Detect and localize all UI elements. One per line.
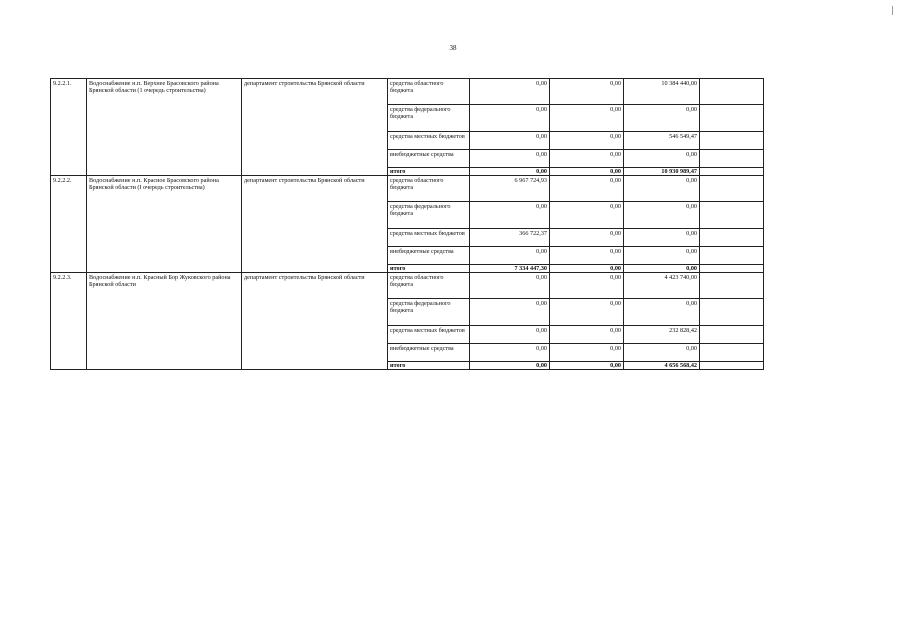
cell-amount: 0,00 (550, 79, 624, 105)
cell-funding-source: средства местных бюджетов (388, 326, 470, 344)
cell-amount: 0,00 (470, 79, 550, 105)
cell-amount: 0,00 (470, 132, 550, 150)
table-row (51, 176, 764, 202)
cell-amount: 6 967 724,93 (470, 176, 550, 202)
cell-funding-source: итого (388, 168, 470, 176)
cell-amount: 0,00 (550, 265, 624, 273)
cell-amount: 0,00 (470, 326, 550, 344)
cell-amount: 0,00 (470, 344, 550, 362)
cell-amount: 0,00 (624, 176, 700, 202)
cell-amount: 0,00 (470, 150, 550, 168)
cell-code: 9.2.2.2. (51, 176, 87, 273)
cell-amount: 0,00 (624, 105, 700, 132)
cell-amount: 0,00 (624, 344, 700, 362)
cell-amount (700, 273, 764, 299)
cell-amount: 0,00 (550, 247, 624, 265)
cell-amount: 0,00 (550, 202, 624, 229)
cell-amount (700, 229, 764, 247)
cell-amount: 0,00 (550, 273, 624, 299)
scan-edge-mark (892, 6, 893, 15)
cell-amount: 0,00 (470, 247, 550, 265)
cell-amount: 0,00 (550, 105, 624, 132)
cell-name: Водоснабжение н.п. Красный Бор Жуковского района Брянской области (87, 273, 242, 370)
cell-amount (700, 176, 764, 202)
cell-amount: 0,00 (550, 150, 624, 168)
cell-executor: департамент строительства Брянской области (242, 273, 388, 370)
cell-amount: 0,00 (470, 105, 550, 132)
cell-amount: 0,00 (624, 202, 700, 229)
cell-funding-source: средства местных бюджетов (388, 132, 470, 150)
cell-amount: 0,00 (470, 202, 550, 229)
cell-amount: 0,00 (624, 150, 700, 168)
cell-amount: 0,00 (550, 176, 624, 202)
cell-amount: 0,00 (470, 168, 550, 176)
cell-funding-source: внебюджетные средства (388, 344, 470, 362)
cell-amount: 4 656 568,42 (624, 362, 700, 370)
cell-funding-source: средства федерального бюджета (388, 105, 470, 132)
cell-amount: 0,00 (624, 247, 700, 265)
cell-amount: 0,00 (470, 273, 550, 299)
cell-funding-source: средства областного бюджета (388, 176, 470, 202)
cell-amount (700, 265, 764, 273)
cell-funding-source: средства областного бюджета (388, 79, 470, 105)
cell-funding-source: средства федерального бюджета (388, 299, 470, 326)
cell-executor: департамент строительства Брянской области (242, 176, 388, 273)
cell-amount: 4 423 740,00 (624, 273, 700, 299)
cell-code: 9.2.2.1. (51, 79, 87, 176)
cell-amount: 0,00 (470, 299, 550, 326)
cell-amount: 7 334 447,30 (470, 265, 550, 273)
cell-amount (700, 326, 764, 344)
cell-funding-source: итого (388, 265, 470, 273)
cell-amount: 366 722,37 (470, 229, 550, 247)
cell-amount (700, 362, 764, 370)
cell-amount: 546 549,47 (624, 132, 700, 150)
table-row (51, 79, 764, 105)
cell-name: Водоснабжение н.п. Красное Брасовского района Брянской области (I очередь строительства) (87, 176, 242, 273)
cell-amount (700, 202, 764, 229)
cell-amount (700, 168, 764, 176)
cell-funding-source: средства областного бюджета (388, 273, 470, 299)
cell-amount: 0,00 (550, 168, 624, 176)
cell-amount (700, 247, 764, 265)
cell-amount: 0,00 (550, 326, 624, 344)
cell-amount: 0,00 (624, 265, 700, 273)
budget-table (50, 78, 764, 370)
cell-amount: 0,00 (550, 344, 624, 362)
cell-amount: 10 384 440,00 (624, 79, 700, 105)
cell-amount: 0,00 (550, 132, 624, 150)
cell-executor: департамент строительства Брянской области (242, 79, 388, 176)
cell-amount: 0,00 (550, 362, 624, 370)
cell-funding-source: средства федерального бюджета (388, 202, 470, 229)
cell-amount: 0,00 (550, 229, 624, 247)
cell-name: Водоснабжение н.п. Верхнее Брасовского района Брянской области (1 очередь строительства) (87, 79, 242, 176)
cell-amount: 232 828,42 (624, 326, 700, 344)
cell-amount (700, 79, 764, 105)
cell-amount (700, 132, 764, 150)
cell-code: 9.2.2.3. (51, 273, 87, 370)
page-number: 38 (449, 44, 457, 52)
cell-funding-source: средства местных бюджетов (388, 229, 470, 247)
cell-funding-source: итого (388, 362, 470, 370)
cell-amount (700, 299, 764, 326)
cell-amount: 0,00 (624, 229, 700, 247)
cell-amount: 10 930 989,47 (624, 168, 700, 176)
cell-funding-source: внебюджетные средства (388, 247, 470, 265)
cell-amount: 0,00 (470, 362, 550, 370)
cell-amount: 0,00 (624, 299, 700, 326)
cell-funding-source: внебюджетные средства (388, 150, 470, 168)
cell-amount (700, 105, 764, 132)
cell-amount: 0,00 (550, 299, 624, 326)
cell-amount (700, 344, 764, 362)
cell-amount (700, 150, 764, 168)
table-row (51, 273, 764, 299)
